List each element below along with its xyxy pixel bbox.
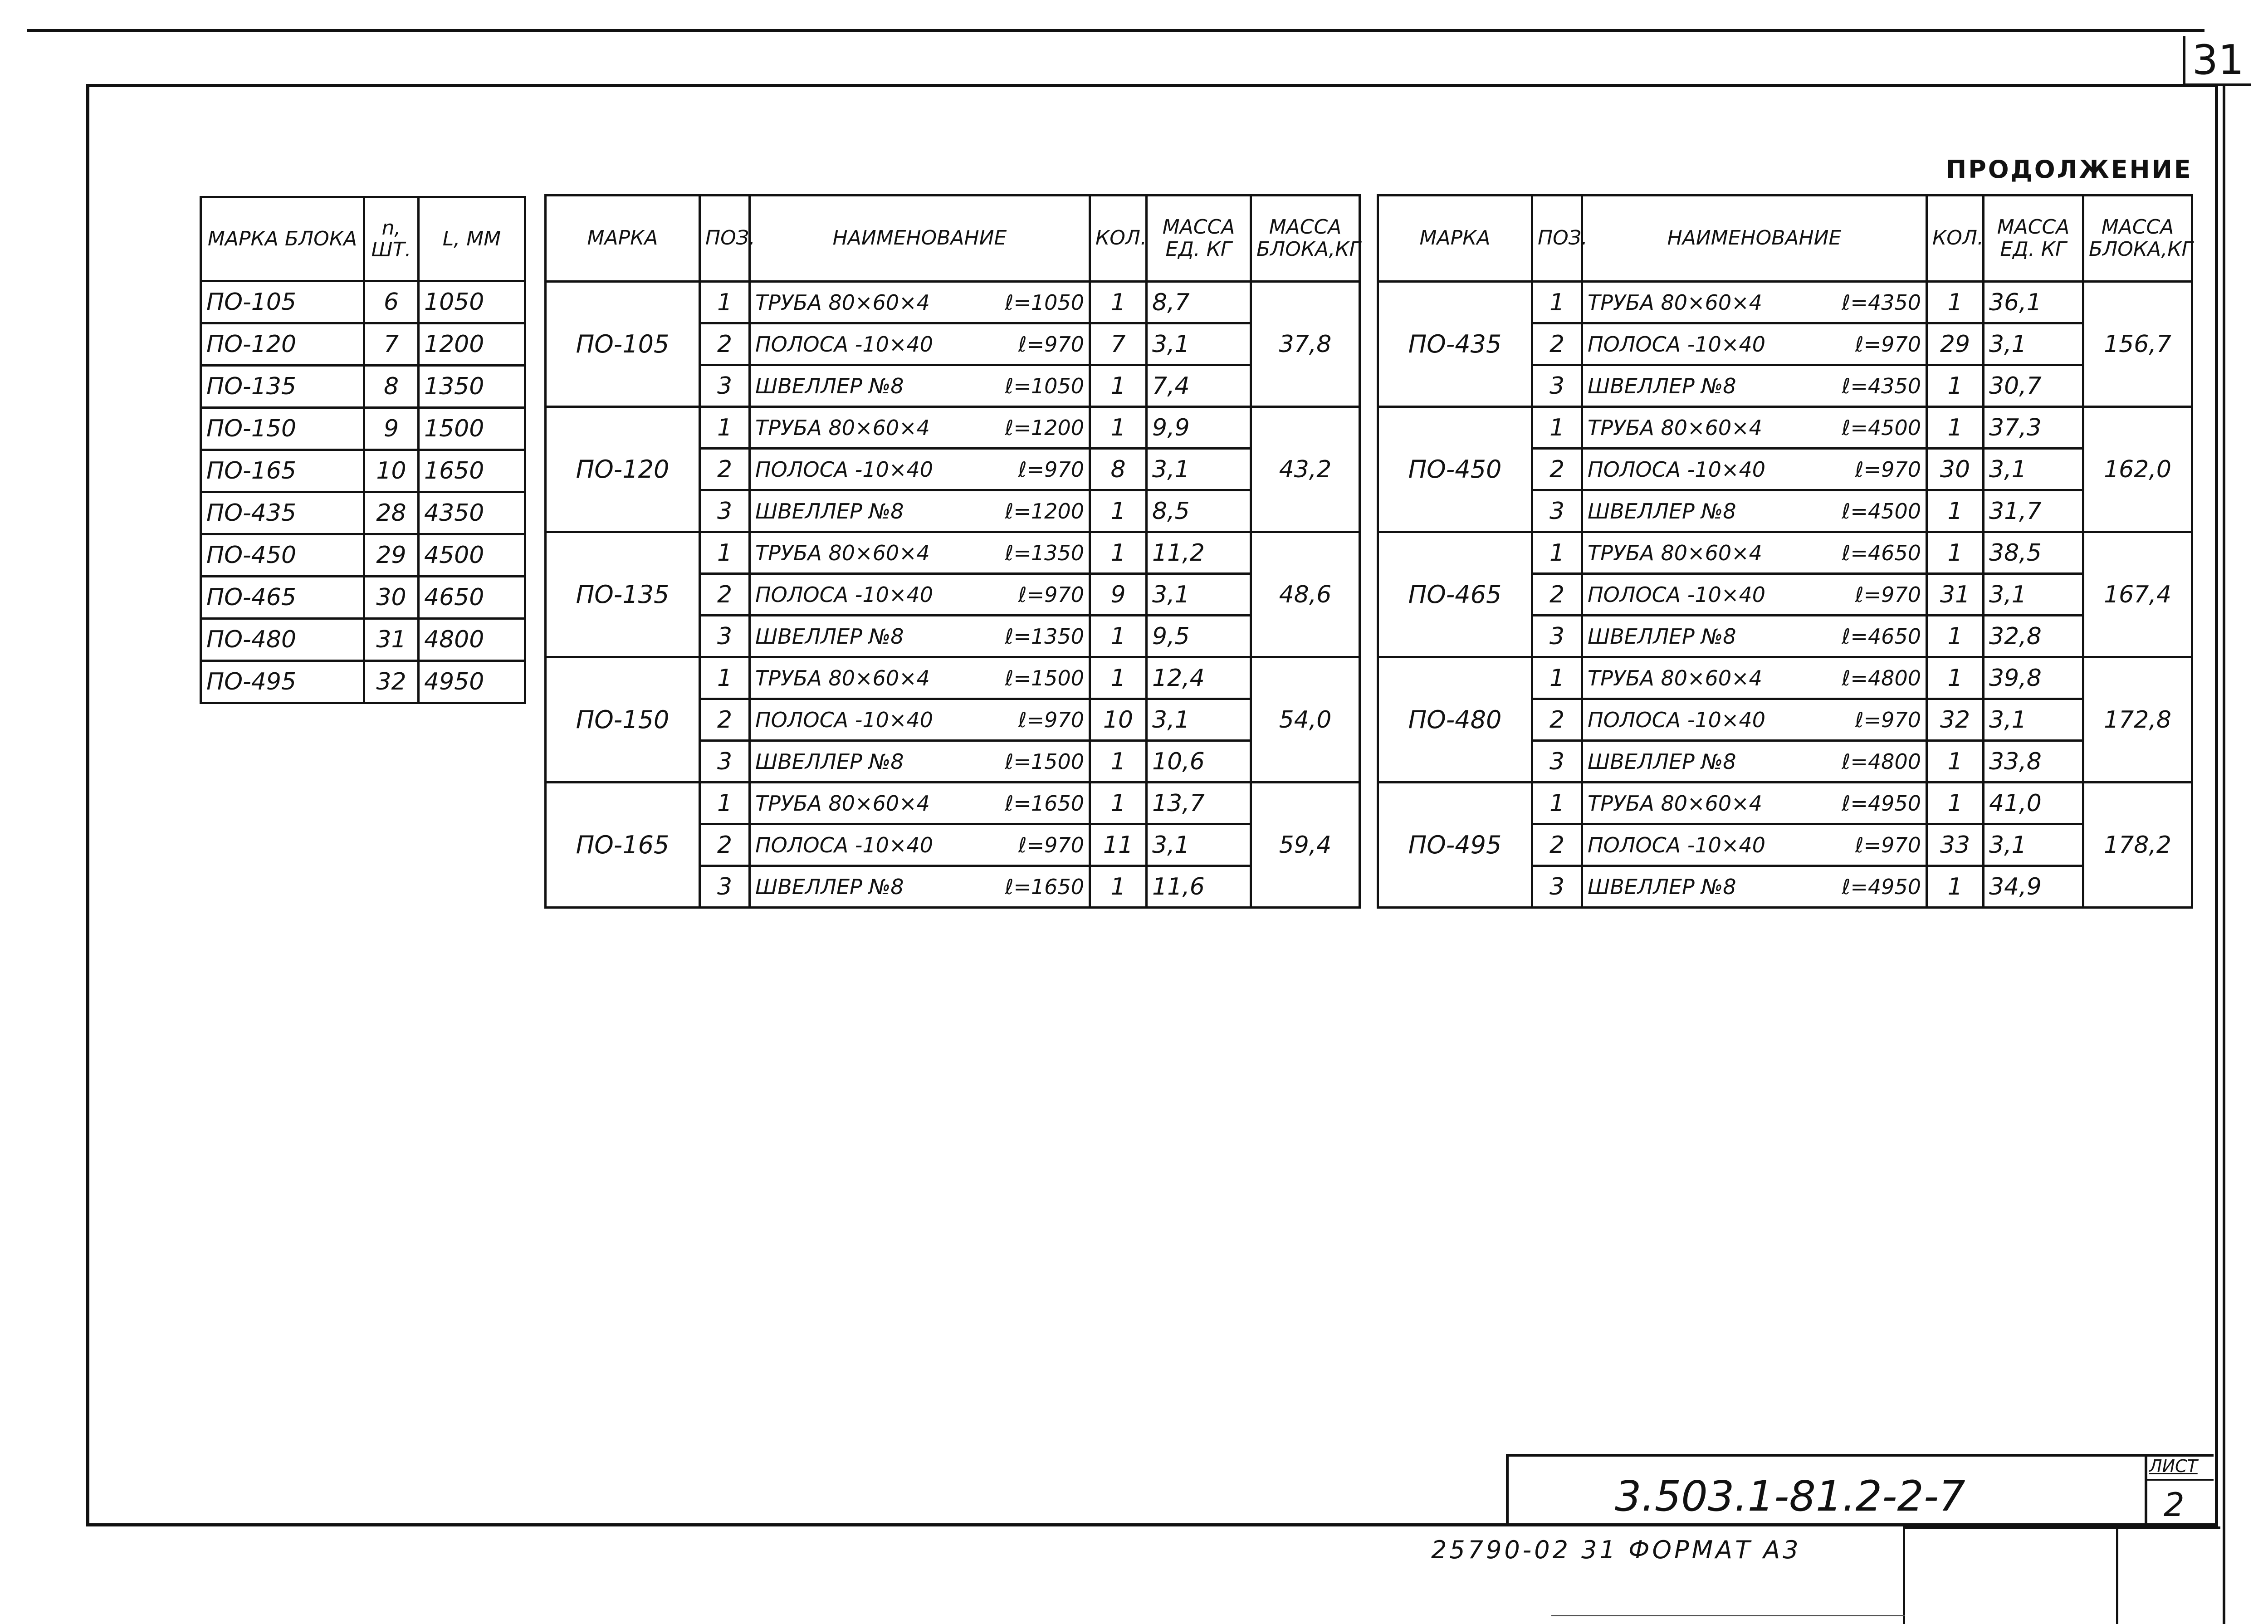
- name-cell: [750, 657, 1090, 699]
- mark-cell: ПО-135: [546, 532, 700, 657]
- unit-mass-cell: 3,1: [1147, 449, 1251, 490]
- position-cell: 3: [1532, 365, 1582, 407]
- unit-mass-cell: 8,7: [1147, 282, 1251, 323]
- item-length: ℓ=970: [1018, 582, 1084, 607]
- name-cell: [1582, 407, 1927, 449]
- block-mark-cell: ПО-150: [201, 408, 364, 450]
- item-length: ℓ=970: [1018, 457, 1084, 482]
- item-length: ℓ=1650: [1005, 791, 1084, 816]
- unit-mass-cell: 10,6: [1147, 741, 1251, 783]
- quantity-cell: 9: [1090, 574, 1147, 616]
- header-block-mark: МАРКА БЛОКА: [201, 197, 364, 281]
- unit-mass-cell: 32,8: [1984, 616, 2083, 657]
- name-cell: [750, 323, 1090, 365]
- header-name: НАИМЕНОВАНИЕ: [750, 196, 1090, 282]
- unit-mass-cell: 3,1: [1147, 574, 1251, 616]
- quantity-cell: 1: [1090, 532, 1147, 574]
- mark-cell: ПО-105: [546, 282, 700, 407]
- unit-mass-cell: 30,7: [1984, 365, 2083, 407]
- quantity-cell: 31: [1927, 574, 1984, 616]
- position-cell: 1: [1532, 532, 1582, 574]
- mark-cell: ПО-465: [1378, 532, 1532, 657]
- spec-table-left: [544, 194, 1361, 909]
- table-row: [546, 783, 1360, 824]
- block-mass-cell: 162,0: [2083, 407, 2192, 532]
- position-cell: 3: [1532, 490, 1582, 532]
- item-length: ℓ=970: [1018, 332, 1084, 357]
- unit-mass-cell: 3,1: [1984, 824, 2083, 866]
- item-name: ШВЕЛЛЕР №8: [755, 624, 904, 649]
- position-cell: 2: [700, 574, 750, 616]
- item-length: ℓ=4350: [1842, 290, 1921, 315]
- position-cell: 2: [1532, 699, 1582, 741]
- length-cell: 1650: [419, 450, 525, 492]
- summary-table: [200, 196, 526, 704]
- quantity-cell: 1: [1927, 741, 1984, 783]
- name-cell: [1582, 657, 1927, 699]
- position-cell: 2: [1532, 574, 1582, 616]
- item-name: ТРУБА 80×60×4: [1588, 665, 1762, 690]
- table-row: [201, 492, 525, 534]
- table-row: [201, 534, 525, 577]
- item-length: ℓ=4500: [1842, 499, 1921, 523]
- item-name: ПОЛОСА -10×40: [755, 332, 934, 357]
- count-cell: 30: [364, 577, 419, 619]
- position-cell: 3: [700, 490, 750, 532]
- count-cell: 10: [364, 450, 419, 492]
- header-unit-mass: МАССА ЕД. КГ: [1984, 196, 2083, 282]
- unit-mass-cell: 12,4: [1147, 657, 1251, 699]
- position-cell: 1: [700, 657, 750, 699]
- table-row: [201, 450, 525, 492]
- item-length: ℓ=1650: [1005, 874, 1084, 899]
- position-cell: 1: [700, 407, 750, 449]
- quantity-cell: 30: [1927, 449, 1984, 490]
- position-cell: 3: [700, 741, 750, 783]
- block-mark-cell: ПО-135: [201, 366, 364, 408]
- item-name: ТРУБА 80×60×4: [1588, 540, 1762, 565]
- unit-mass-cell: 11,6: [1147, 866, 1251, 908]
- item-name: ПОЛОСА -10×40: [1588, 457, 1766, 482]
- block-mark-cell: ПО-465: [201, 577, 364, 619]
- table-row: [1378, 783, 2192, 824]
- quantity-cell: 8: [1090, 449, 1147, 490]
- quantity-cell: 1: [1927, 616, 1984, 657]
- position-cell: 3: [1532, 866, 1582, 908]
- position-cell: 1: [700, 783, 750, 824]
- block-mark-cell: ПО-120: [201, 323, 364, 366]
- unit-mass-cell: 3,1: [1984, 449, 2083, 490]
- block-mass-cell: 54,0: [1251, 657, 1360, 783]
- item-length: ℓ=970: [1018, 707, 1084, 732]
- name-cell: [1582, 532, 1927, 574]
- mark-cell: ПО-435: [1378, 282, 1532, 407]
- position-cell: 3: [1532, 616, 1582, 657]
- item-name: ШВЕЛЛЕР №8: [1588, 373, 1736, 398]
- quantity-cell: 1: [1090, 783, 1147, 824]
- page-number: 31: [2183, 36, 2251, 86]
- table-row: [546, 407, 1360, 449]
- quantity-cell: 1: [1927, 783, 1984, 824]
- name-cell: [1582, 323, 1927, 365]
- unit-mass-cell: 3,1: [1147, 699, 1251, 741]
- item-length: ℓ=970: [1855, 832, 1921, 857]
- quantity-cell: 10: [1090, 699, 1147, 741]
- position-cell: 2: [700, 449, 750, 490]
- item-length: ℓ=4350: [1842, 373, 1921, 398]
- position-cell: 2: [700, 824, 750, 866]
- item-length: ℓ=1050: [1005, 290, 1084, 315]
- item-name: ПОЛОСА -10×40: [1588, 832, 1766, 857]
- name-cell: [1582, 365, 1927, 407]
- unit-mass-cell: 7,4: [1147, 365, 1251, 407]
- name-cell: [1582, 282, 1927, 323]
- unit-mass-cell: 13,7: [1147, 783, 1251, 824]
- position-cell: 3: [700, 616, 750, 657]
- item-length: ℓ=4800: [1842, 749, 1921, 774]
- sheet-number: 2: [2164, 1486, 2185, 1524]
- count-cell: 9: [364, 408, 419, 450]
- table-row: [1378, 532, 2192, 574]
- unit-mass-cell: 3,1: [1984, 699, 2083, 741]
- item-name: ШВЕЛЛЕР №8: [755, 749, 904, 774]
- count-cell: 6: [364, 281, 419, 323]
- count-cell: 8: [364, 366, 419, 408]
- table-row: [201, 281, 525, 323]
- count-cell: 29: [364, 534, 419, 577]
- spec-table-right: [1377, 194, 2193, 909]
- item-name: ПОЛОСА -10×40: [755, 582, 934, 607]
- name-cell: [750, 616, 1090, 657]
- position-cell: 1: [700, 282, 750, 323]
- item-name: ПОЛОСА -10×40: [755, 457, 934, 482]
- item-length: ℓ=1200: [1005, 499, 1084, 523]
- name-cell: [1582, 866, 1927, 908]
- item-name: ШВЕЛЛЕР №8: [755, 499, 904, 523]
- count-cell: 31: [364, 619, 419, 661]
- block-mark-cell: ПО-450: [201, 534, 364, 577]
- length-cell: 4500: [419, 534, 525, 577]
- right-edge-line: [2223, 84, 2225, 1624]
- unit-mass-cell: 39,8: [1984, 657, 2083, 699]
- quantity-cell: 1: [1090, 365, 1147, 407]
- name-cell: [750, 532, 1090, 574]
- name-cell: [1582, 490, 1927, 532]
- position-cell: 1: [1532, 282, 1582, 323]
- position-cell: 1: [1532, 783, 1582, 824]
- length-cell: 1050: [419, 281, 525, 323]
- block-mass-cell: 172,8: [2083, 657, 2192, 783]
- mark-cell: ПО-450: [1378, 407, 1532, 532]
- quantity-cell: 1: [1090, 657, 1147, 699]
- format-note: 25790-02 31 ФОРМАТ А3: [1431, 1536, 1801, 1564]
- unit-mass-cell: 38,5: [1984, 532, 2083, 574]
- name-cell: [750, 866, 1090, 908]
- block-mark-cell: ПО-435: [201, 492, 364, 534]
- item-name: ТРУБА 80×60×4: [755, 540, 930, 565]
- name-cell: [750, 365, 1090, 407]
- item-length: ℓ=1200: [1005, 415, 1084, 440]
- count-cell: 7: [364, 323, 419, 366]
- item-name: ТРУБА 80×60×4: [1588, 290, 1762, 315]
- name-cell: [1582, 616, 1927, 657]
- name-cell: [1582, 574, 1927, 616]
- header-block-mass: МАССА БЛОКА,КГ: [1251, 196, 1360, 282]
- table-row: [1378, 407, 2192, 449]
- item-name: ШВЕЛЛЕР №8: [1588, 499, 1736, 523]
- quantity-cell: 33: [1927, 824, 1984, 866]
- unit-mass-cell: 41,0: [1984, 783, 2083, 824]
- item-name: ШВЕЛЛЕР №8: [1588, 624, 1736, 649]
- item-length: ℓ=970: [1855, 582, 1921, 607]
- table-row: [201, 577, 525, 619]
- item-length: ℓ=4650: [1842, 624, 1921, 649]
- item-name: ПОЛОСА -10×40: [1588, 582, 1766, 607]
- table-row: [201, 366, 525, 408]
- item-name: ШВЕЛЛЕР №8: [755, 373, 904, 398]
- unit-mass-cell: 3,1: [1147, 824, 1251, 866]
- quantity-cell: 1: [1090, 616, 1147, 657]
- quantity-cell: 1: [1927, 866, 1984, 908]
- quantity-cell: 29: [1927, 323, 1984, 365]
- header-mark: МАРКА: [1378, 196, 1532, 282]
- unit-mass-cell: 33,8: [1984, 741, 2083, 783]
- item-length: ℓ=970: [1855, 707, 1921, 732]
- name-cell: [1582, 741, 1927, 783]
- table-row: [1378, 657, 2192, 699]
- length-cell: 1200: [419, 323, 525, 366]
- bottom-underline: [1551, 1615, 1905, 1616]
- item-name: ТРУБА 80×60×4: [755, 415, 930, 440]
- top-border-line: [27, 29, 2204, 32]
- header-pos: ПОЗ.: [1532, 196, 1582, 282]
- position-cell: 2: [1532, 449, 1582, 490]
- quantity-cell: 1: [1090, 741, 1147, 783]
- item-length: ℓ=1050: [1005, 373, 1084, 398]
- unit-mass-cell: 3,1: [1147, 323, 1251, 365]
- length-cell: 4950: [419, 661, 525, 703]
- name-cell: [750, 490, 1090, 532]
- unit-mass-cell: 8,5: [1147, 490, 1251, 532]
- header-unit-mass: МАССА ЕД. КГ: [1147, 196, 1251, 282]
- header-mark: МАРКА: [546, 196, 700, 282]
- item-name: ПОЛОСА -10×40: [755, 832, 934, 857]
- quantity-cell: 11: [1090, 824, 1147, 866]
- item-name: ТРУБА 80×60×4: [1588, 791, 1762, 816]
- quantity-cell: 1: [1927, 365, 1984, 407]
- unit-mass-cell: 11,2: [1147, 532, 1251, 574]
- item-length: ℓ=4950: [1842, 874, 1921, 899]
- quantity-cell: 1: [1927, 490, 1984, 532]
- unit-mass-cell: 31,7: [1984, 490, 2083, 532]
- block-mass-cell: 178,2: [2083, 783, 2192, 908]
- quantity-cell: 1: [1090, 490, 1147, 532]
- quantity-cell: 7: [1090, 323, 1147, 365]
- position-cell: 2: [1532, 323, 1582, 365]
- block-mark-cell: ПО-480: [201, 619, 364, 661]
- item-name: ТРУБА 80×60×4: [755, 665, 930, 690]
- item-name: ШВЕЛЛЕР №8: [1588, 874, 1736, 899]
- sheet-divider: [2145, 1479, 2214, 1481]
- name-cell: [750, 824, 1090, 866]
- unit-mass-cell: 36,1: [1984, 282, 2083, 323]
- header-length: L, ММ: [419, 197, 525, 281]
- item-name: ШВЕЛЛЕР №8: [755, 874, 904, 899]
- header-name: НАИМЕНОВАНИЕ: [1582, 196, 1927, 282]
- item-length: ℓ=4500: [1842, 415, 1921, 440]
- mark-cell: ПО-165: [546, 783, 700, 908]
- header-block-mass: МАССА БЛОКА,КГ: [2083, 196, 2192, 282]
- block-mass-cell: 37,8: [1251, 282, 1360, 407]
- position-cell: 3: [1532, 741, 1582, 783]
- length-cell: 1500: [419, 408, 525, 450]
- item-length: ℓ=1350: [1005, 624, 1084, 649]
- stamp-divider: [2116, 1526, 2118, 1624]
- table-row: [546, 532, 1360, 574]
- table-row: [546, 282, 1360, 323]
- name-cell: [750, 783, 1090, 824]
- header-qty: КОЛ.: [1090, 196, 1147, 282]
- item-length: ℓ=1500: [1005, 665, 1084, 690]
- header-qty: КОЛ.: [1927, 196, 1984, 282]
- name-cell: [1582, 699, 1927, 741]
- count-cell: 28: [364, 492, 419, 534]
- length-cell: 1350: [419, 366, 525, 408]
- block-mass-cell: 59,4: [1251, 783, 1360, 908]
- item-name: ПОЛОСА -10×40: [1588, 707, 1766, 732]
- mark-cell: ПО-495: [1378, 783, 1532, 908]
- item-length: ℓ=970: [1018, 832, 1084, 857]
- block-mark-cell: ПО-165: [201, 450, 364, 492]
- mark-cell: ПО-150: [546, 657, 700, 783]
- name-cell: [750, 741, 1090, 783]
- table-row: [201, 661, 525, 703]
- quantity-cell: 1: [1927, 282, 1984, 323]
- quantity-cell: 1: [1927, 407, 1984, 449]
- sheet-label: ЛИСТ: [2149, 1456, 2198, 1476]
- position-cell: 3: [700, 866, 750, 908]
- item-length: ℓ=970: [1855, 457, 1921, 482]
- table-row: [1378, 282, 2192, 323]
- table-row: [201, 408, 525, 450]
- item-length: ℓ=4950: [1842, 791, 1921, 816]
- table-row: [201, 619, 525, 661]
- quantity-cell: 1: [1090, 407, 1147, 449]
- position-cell: 2: [700, 699, 750, 741]
- name-cell: [750, 282, 1090, 323]
- stamp-box: [1903, 1526, 2220, 1624]
- item-length: ℓ=1500: [1005, 749, 1084, 774]
- quantity-cell: 1: [1927, 657, 1984, 699]
- unit-mass-cell: 3,1: [1984, 574, 2083, 616]
- block-mass-cell: 43,2: [1251, 407, 1360, 532]
- item-name: ПОЛОСА -10×40: [1588, 332, 1766, 357]
- item-length: ℓ=1350: [1005, 540, 1084, 565]
- name-cell: [750, 699, 1090, 741]
- item-length: ℓ=970: [1855, 332, 1921, 357]
- unit-mass-cell: 3,1: [1984, 323, 2083, 365]
- position-cell: 1: [1532, 407, 1582, 449]
- table-row: [546, 657, 1360, 699]
- block-mass-cell: 167,4: [2083, 532, 2192, 657]
- name-cell: [1582, 449, 1927, 490]
- header-pos: ПОЗ.: [700, 196, 750, 282]
- block-mass-cell: 48,6: [1251, 532, 1360, 657]
- block-mark-cell: ПО-495: [201, 661, 364, 703]
- table-row: [201, 323, 525, 366]
- item-name: ПОЛОСА -10×40: [755, 707, 934, 732]
- item-length: ℓ=4650: [1842, 540, 1921, 565]
- block-mass-cell: 156,7: [2083, 282, 2192, 407]
- length-cell: 4800: [419, 619, 525, 661]
- name-cell: [750, 449, 1090, 490]
- name-cell: [1582, 783, 1927, 824]
- position-cell: 1: [700, 532, 750, 574]
- position-cell: 2: [700, 323, 750, 365]
- block-mark-cell: ПО-105: [201, 281, 364, 323]
- document-code: 3.503.1-81.2-2-7: [1615, 1472, 1965, 1521]
- item-name: ШВЕЛЛЕР №8: [1588, 749, 1736, 774]
- continuation-label: ПРОДОЛЖЕНИЕ: [1946, 155, 2193, 184]
- unit-mass-cell: 9,9: [1147, 407, 1251, 449]
- quantity-cell: 1: [1090, 282, 1147, 323]
- quantity-cell: 32: [1927, 699, 1984, 741]
- length-cell: 4350: [419, 492, 525, 534]
- item-length: ℓ=4800: [1842, 665, 1921, 690]
- name-cell: [750, 574, 1090, 616]
- item-name: ТРУБА 80×60×4: [1588, 415, 1762, 440]
- header-count: n, ШТ.: [364, 197, 419, 281]
- item-name: ТРУБА 80×60×4: [755, 290, 930, 315]
- length-cell: 4650: [419, 577, 525, 619]
- unit-mass-cell: 37,3: [1984, 407, 2083, 449]
- position-cell: 3: [700, 365, 750, 407]
- unit-mass-cell: 34,9: [1984, 866, 2083, 908]
- count-cell: 32: [364, 661, 419, 703]
- quantity-cell: 1: [1090, 866, 1147, 908]
- name-cell: [1582, 824, 1927, 866]
- unit-mass-cell: 9,5: [1147, 616, 1251, 657]
- name-cell: [750, 407, 1090, 449]
- item-name: ТРУБА 80×60×4: [755, 791, 930, 816]
- position-cell: 2: [1532, 824, 1582, 866]
- mark-cell: ПО-120: [546, 407, 700, 532]
- mark-cell: ПО-480: [1378, 657, 1532, 783]
- position-cell: 1: [1532, 657, 1582, 699]
- quantity-cell: 1: [1927, 532, 1984, 574]
